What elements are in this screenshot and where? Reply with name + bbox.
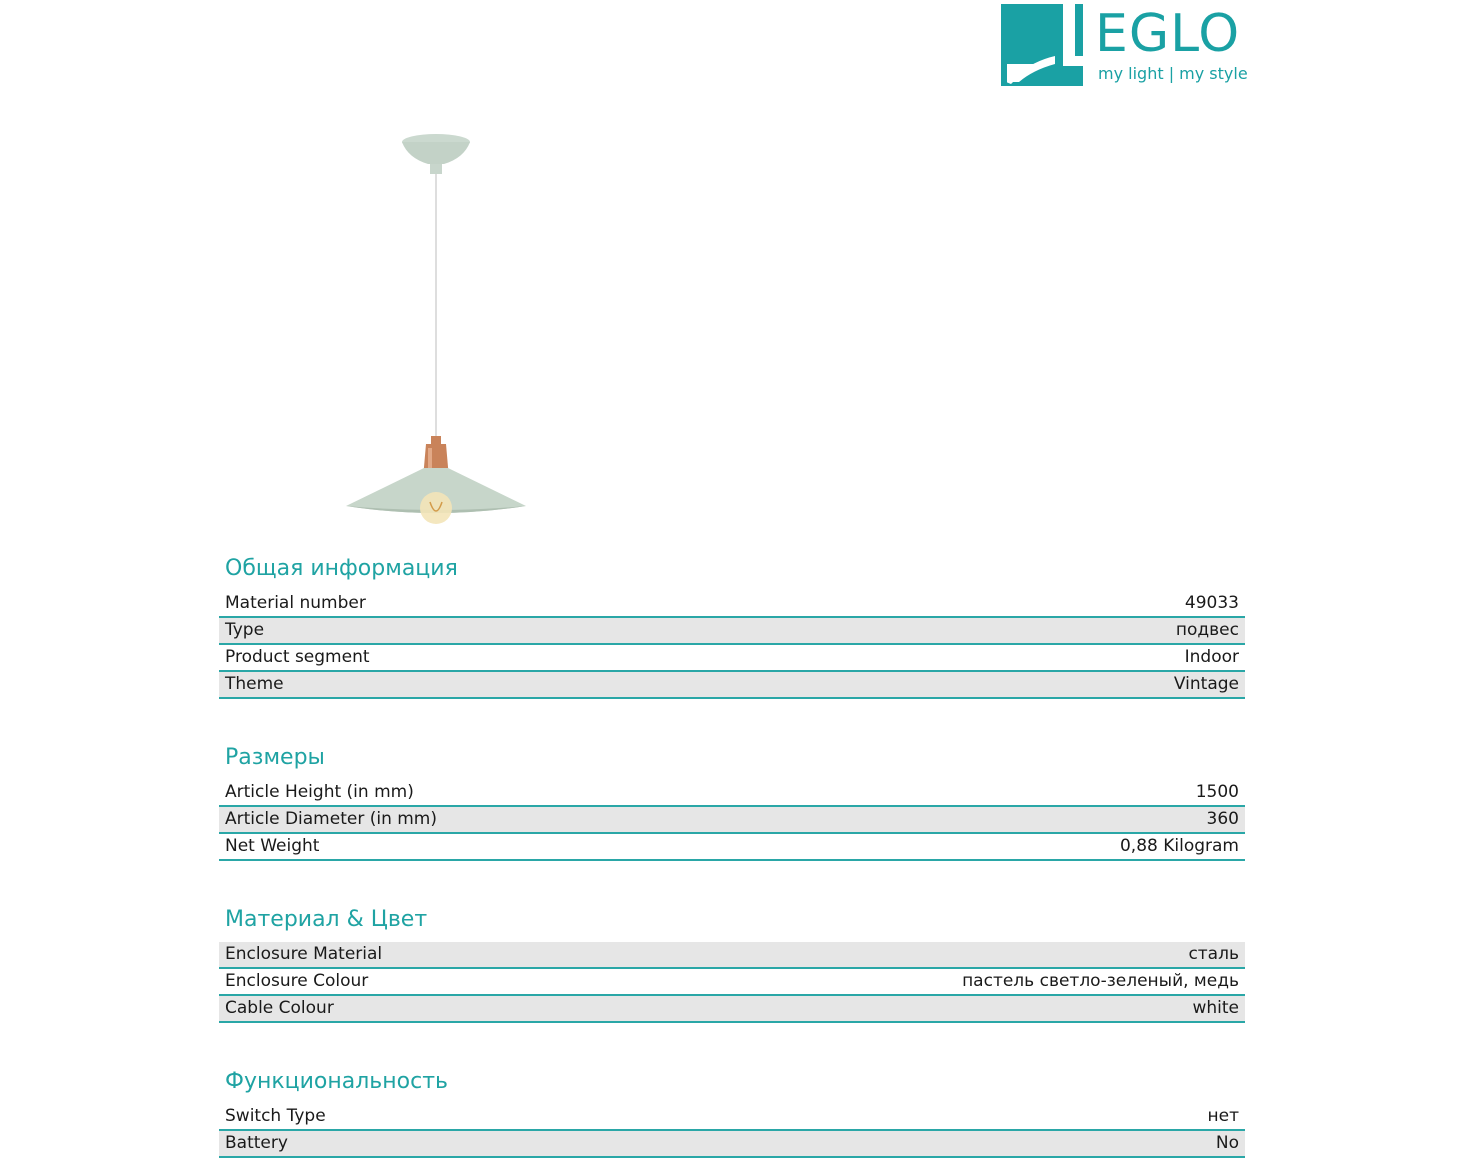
eglo-logo-icon <box>1001 4 1085 88</box>
row-label: Enclosure Material <box>225 944 383 964</box>
table-row <box>219 1131 1245 1158</box>
row-value: 0,88 Kilogram <box>1119 836 1239 856</box>
table-row <box>219 942 1245 969</box>
row-value: 360 <box>1206 809 1239 829</box>
row-label: Article Height (in mm) <box>225 782 414 802</box>
brand-logo <box>1001 4 1251 88</box>
table-row <box>219 645 1245 672</box>
row-value: нет <box>1207 1106 1239 1126</box>
row-value: пастель светло-зеленый, медь <box>962 971 1239 991</box>
table-row <box>219 672 1245 699</box>
row-value: подвес <box>1175 620 1239 640</box>
row-value: No <box>1215 1133 1239 1153</box>
section-general-info <box>219 555 1245 699</box>
section-title: Материал & Цвет <box>225 907 428 932</box>
row-label: Enclosure Colour <box>225 971 369 991</box>
row-value: 1500 <box>1195 782 1239 802</box>
row-label: Cable Colour <box>225 998 334 1018</box>
row-label: Type <box>225 620 265 640</box>
table-row <box>219 996 1245 1023</box>
spec-table <box>219 1104 1245 1158</box>
table-row <box>219 618 1245 645</box>
row-value: Indoor <box>1184 647 1239 667</box>
spec-table <box>219 780 1245 861</box>
table-row <box>219 834 1245 861</box>
brand-wordmark: EGLO <box>1095 4 1241 64</box>
table-row <box>219 1104 1245 1131</box>
row-label: Switch Type <box>225 1106 326 1126</box>
section-functionality <box>219 1068 1245 1158</box>
section-title: Функциональность <box>225 1069 448 1094</box>
row-value: 49033 <box>1184 593 1239 613</box>
brand-tagline: my light | my style <box>1098 64 1248 83</box>
table-row <box>219 780 1245 807</box>
row-value: Vintage <box>1173 674 1239 694</box>
row-value: white <box>1192 998 1239 1018</box>
pendant-lamp-illustration <box>340 130 530 530</box>
table-row <box>219 591 1245 618</box>
spec-table <box>219 942 1245 1023</box>
row-label: Material number <box>225 593 366 613</box>
section-title: Размеры <box>225 745 325 770</box>
row-value: сталь <box>1188 944 1239 964</box>
row-label: Net Weight <box>225 836 320 856</box>
table-row <box>219 807 1245 834</box>
section-title: Общая информация <box>225 556 458 581</box>
row-label: Article Diameter (in mm) <box>225 809 437 829</box>
table-row <box>219 969 1245 996</box>
row-label: Theme <box>225 674 284 694</box>
spec-table <box>219 591 1245 699</box>
section-material-colour <box>219 906 1245 1023</box>
section-dimensions <box>219 744 1245 861</box>
row-label: Product segment <box>225 647 370 667</box>
row-label: Battery <box>225 1133 288 1153</box>
